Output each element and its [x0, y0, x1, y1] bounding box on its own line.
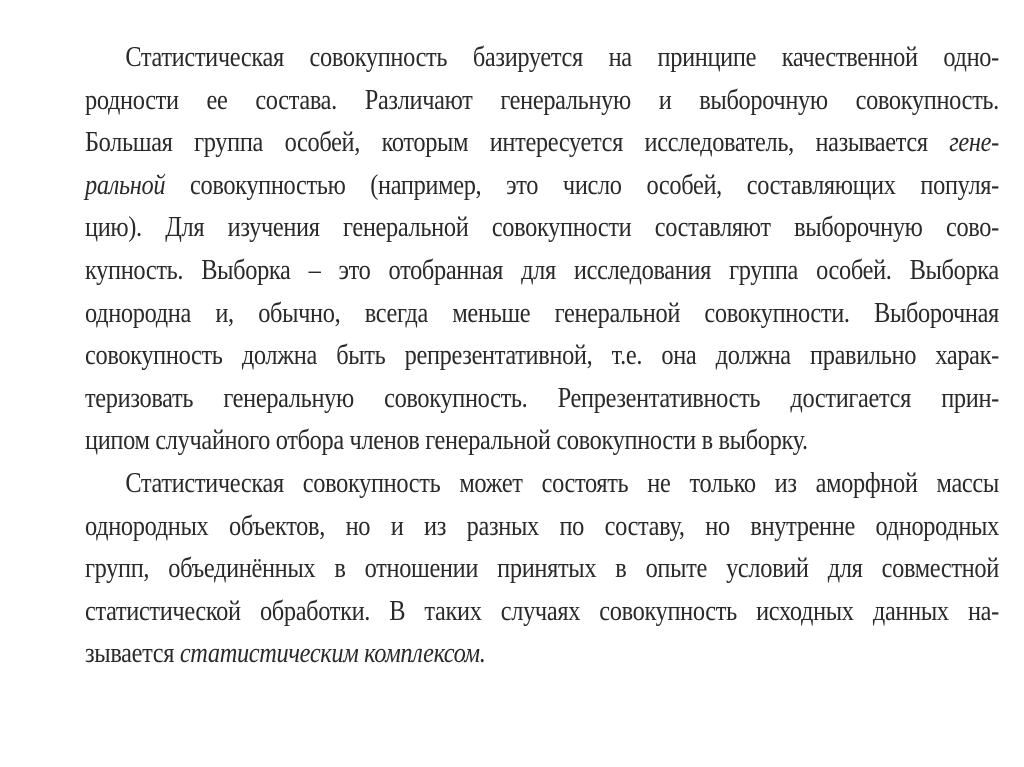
- text-run: ципом случайного отбора членов генеральной совокупности в выборку.: [85, 424, 808, 457]
- text-run: родности ее состава. Различают генеральную и выборочную совокупность.: [85, 83, 999, 116]
- text-run: групп, объединённых в отношении принятых в опыте условий для совместной: [85, 552, 999, 585]
- text-run: зывается: [85, 637, 180, 670]
- text-line: [85, 79, 999, 122]
- text-line: [85, 632, 999, 675]
- text-run: совокупность должна быть репрезентативной, т.е. она должна правильно харак-: [85, 339, 999, 372]
- text-line: [85, 419, 999, 462]
- text-line: [85, 164, 999, 207]
- text-run: Большая группа особей, которым интересуется исследователь, называется: [85, 126, 950, 159]
- text-run: теризовать генеральную совокупность. Репрезентативность достигается прин-: [85, 381, 999, 414]
- text-line: [85, 36, 999, 79]
- paragraph: [85, 36, 999, 462]
- italic-term: статистическим комплексом.: [179, 637, 486, 670]
- body-text: [85, 36, 999, 675]
- italic-term: гене-: [949, 126, 999, 159]
- text-line: [85, 206, 999, 249]
- text-line: [85, 377, 999, 420]
- text-run: однородных объектов, но и из разных по составу, но внутренне однородных: [85, 509, 999, 542]
- text-line: [85, 292, 999, 335]
- text-run: Статистическая совокупность может состоять не только из аморфной массы: [125, 466, 999, 499]
- text-line: [85, 462, 999, 505]
- text-line: [85, 249, 999, 292]
- text-run: Статистическая совокупность базируется на принципе качественной одно-: [125, 41, 999, 73]
- text-line: [85, 121, 999, 164]
- text-line: [85, 334, 999, 377]
- paragraph: [85, 462, 999, 675]
- text-run: совокупностью (например, это число особей, составляющих популя-: [165, 168, 999, 201]
- text-run: однородна и, обычно, всегда меньше генеральной совокупности. Выборочная: [85, 296, 999, 329]
- text-run: купность. Выборка – это отобранная для исследования группа особей. Выборка: [85, 253, 999, 286]
- text-run: статистической обработки. В таких случаях совокупность исходных данных на-: [85, 594, 999, 627]
- text-line: [85, 505, 999, 548]
- text-line: [85, 590, 999, 633]
- text-run: цию). Для изучения генеральной совокупности составляют выборочную сово-: [85, 211, 999, 244]
- italic-term: ральной: [85, 168, 166, 201]
- text-line: [85, 547, 999, 590]
